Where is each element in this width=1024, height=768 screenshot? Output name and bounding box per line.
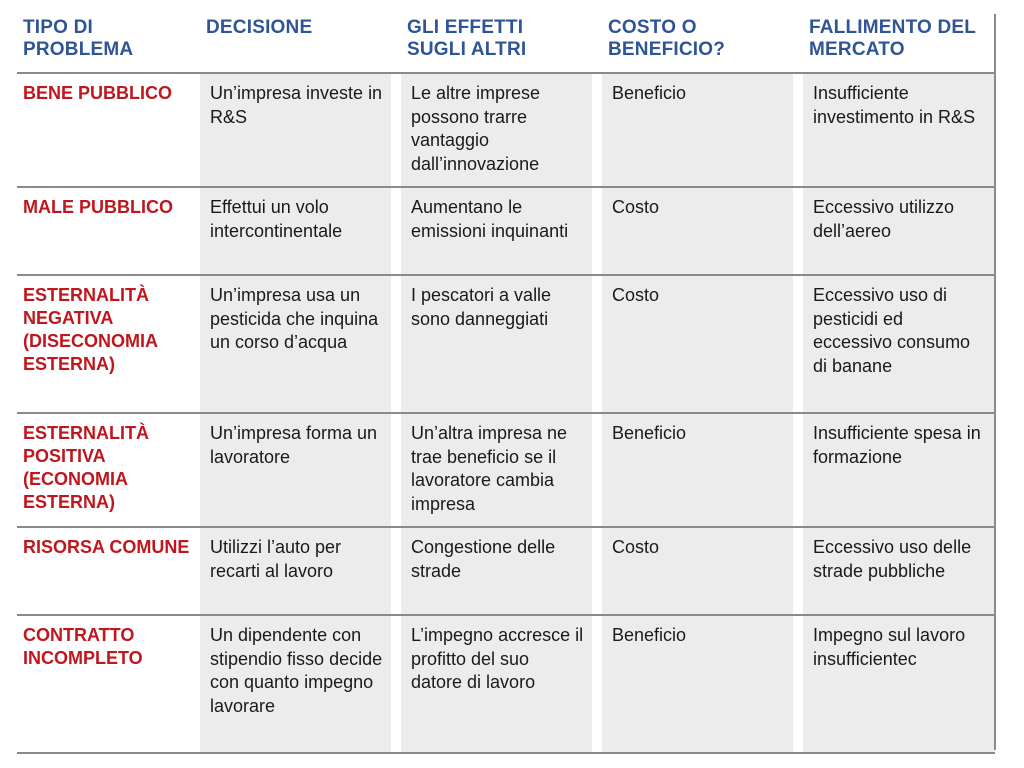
cell-costo: Costo [602, 276, 793, 412]
table-row [17, 276, 995, 414]
header-fallimento: FALLIMENTO DEL MERCATO [803, 14, 995, 72]
cell-costo: Costo [602, 188, 793, 274]
cell-tipo: MALE PUBBLICO [17, 188, 200, 274]
cell-effetti: I pescatori a valle sono danneggiati [401, 276, 592, 412]
cell-decisione: Un’impresa usa un pesticida che inquina un corso d’acqua [200, 276, 391, 412]
cell-tipo: RISORSA COMUNE [17, 528, 200, 614]
table-row [17, 414, 995, 528]
cell-fallimento: Insufficiente investimento in R&S [803, 74, 995, 186]
table-header [17, 14, 995, 74]
cell-decisione: Un’impresa forma un lavoratore [200, 414, 391, 526]
header-effetti: GLI EFFETTI SUGLI ALTRI [401, 14, 592, 72]
cell-fallimento: Eccessivo utilizzo dell’aereo [803, 188, 995, 274]
cell-costo: Beneficio [602, 616, 793, 752]
table-row [17, 528, 995, 616]
cell-effetti: Congestione delle strade [401, 528, 592, 614]
market-failure-table [17, 14, 995, 754]
cell-effetti: L’impegno accresce il profitto del suo datore di lavoro [401, 616, 592, 752]
header-costo-beneficio: COSTO O BENEFICIO? [602, 14, 793, 72]
cell-effetti: Un’altra impresa ne trae beneficio se il lavoratore cambia impresa [401, 414, 592, 526]
cell-tipo: BENE PUBBLICO [17, 74, 200, 186]
cell-decisione: Effettui un volo intercontinentale [200, 188, 391, 274]
cell-tipo: CONTRATTO INCOMPLETO [17, 616, 200, 752]
table-row [17, 74, 995, 188]
cell-fallimento: Eccessivo uso delle strade pubbliche [803, 528, 995, 614]
table-right-border [994, 14, 996, 750]
cell-decisione: Utilizzi l’auto per recarti al lavoro [200, 528, 391, 614]
cell-tipo: ESTERNALITÀ NEGATIVA (DISECONOMIA ESTERNA) [17, 276, 200, 412]
table-row [17, 616, 995, 754]
cell-costo: Costo [602, 528, 793, 614]
cell-fallimento: Insufficiente spesa in formazione [803, 414, 995, 526]
cell-costo: Beneficio [602, 414, 793, 526]
header-decisione: DECISIONE [200, 14, 391, 72]
cell-costo: Beneficio [602, 74, 793, 186]
table-row [17, 188, 995, 276]
cell-effetti: Le altre imprese possono trarre vantaggio dall’innovazione [401, 74, 592, 186]
cell-fallimento: Impegno sul lavoro insufficientec [803, 616, 995, 752]
cell-decisione: Un dipendente con stipendio fisso decide con quanto impegno lavorare [200, 616, 391, 752]
header-tipo-problema: TIPO DI PROBLEMA [17, 14, 200, 72]
cell-tipo: ESTERNALITÀ POSITIVA (ECONOMIA ESTERNA) [17, 414, 200, 526]
cell-decisione: Un’impresa investe in R&S [200, 74, 391, 186]
cell-effetti: Aumentano le emissioni inquinanti [401, 188, 592, 274]
cell-fallimento: Eccessivo uso di pesticidi ed eccessivo consumo di banane [803, 276, 995, 412]
